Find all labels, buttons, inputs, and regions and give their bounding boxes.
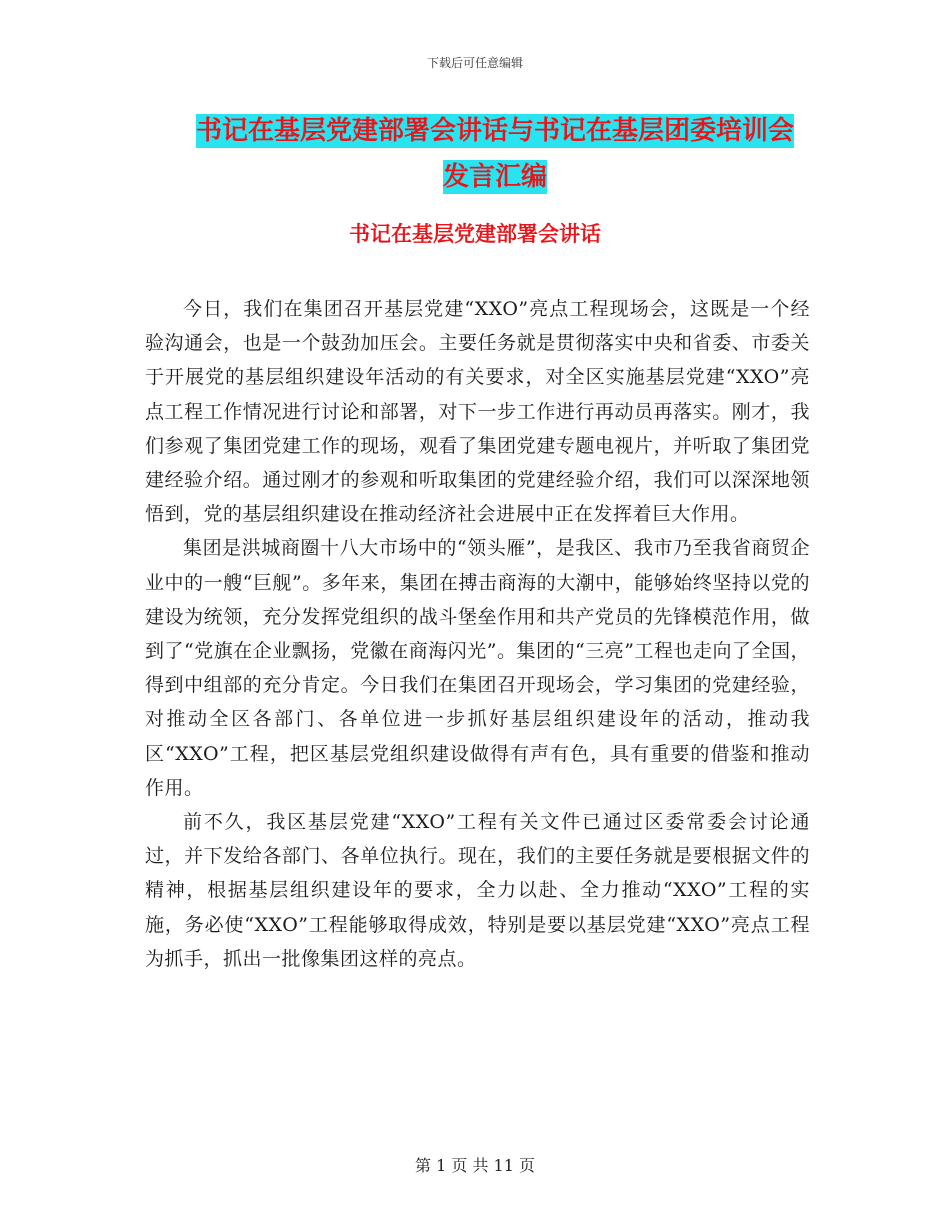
paragraph: 今日，我们在集团召开基层党建“XXO”亮点工程现场会，这既是一个经验沟通会，也是一个鼓劲加压会。主要任务就是贯彻落实中央和省委、市委关于开展党的基层组织建设年活动的有关要求，对全区实施基层党建“XXO”亮点工程工作情况进行讨论和部署，对下一步工作进行再动员再落实。刚才，我们参观了集团党建工作的现场，观看了集团党建专题电视片，并听取了集团党建经验介绍。通过刚才的参观和听取集团的党建经验介绍，我们可以深深地领悟到，党的基层组织建设在推动经济社会进展中正在发挥着巨大作用。 [145,298,810,526]
paragraph: 前不久，我区基层党建“XXO”工程有关文件已通过区委常委会讨论通过，并下发给各部门、各单位执行。现在，我们的主要任务就是要根据文件的精神，根据基层组织建设年的要求，全力以赴、全力推动“XXO”工程的实施，务必使“XXO”工程能够取得成效，特别是要以基层党建“XXO”亮点工程为抓手，抓出一批像集团这样的亮点。 [145,811,810,970]
document-title-line-1: 书记在基层党建部署会讲话与书记在基层团委培训会 [195,116,794,146]
body-text [145,292,810,976]
section-title: 书记在基层党建部署会讲话 [349,222,601,246]
header-note: 下载后可任意编辑 [426,56,523,70]
paragraph: 集团是洪城商圈十八大市场中的“领头雁”，是我区、我市乃至我省商贸企业中的一艘“巨舰”。多年来，集团在搏击商海的大潮中，能够始终坚持以党的建设为统领，充分发挥党组织的战斗堡垒作用和共产党员的先锋模范作用，做到了“党旗在企业飘扬，党徽在商海闪光”。集团的“三亮”工程也走向了全国，得到中组部的充分肯定。今日我们在集团召开现场会，学习集团的党建经验，对推动全区各部门、各单位进一步抓好基层组织建设年的活动，推动我区“XXO”工程，把区基层党组织建设做得有声有色，具有重要的借鉴和推动作用。 [145,537,810,799]
document-title [150,108,840,200]
page-number: 第 1 页 共 11 页 [415,1156,535,1175]
document-title-line-2: 发言汇编 [442,162,547,192]
